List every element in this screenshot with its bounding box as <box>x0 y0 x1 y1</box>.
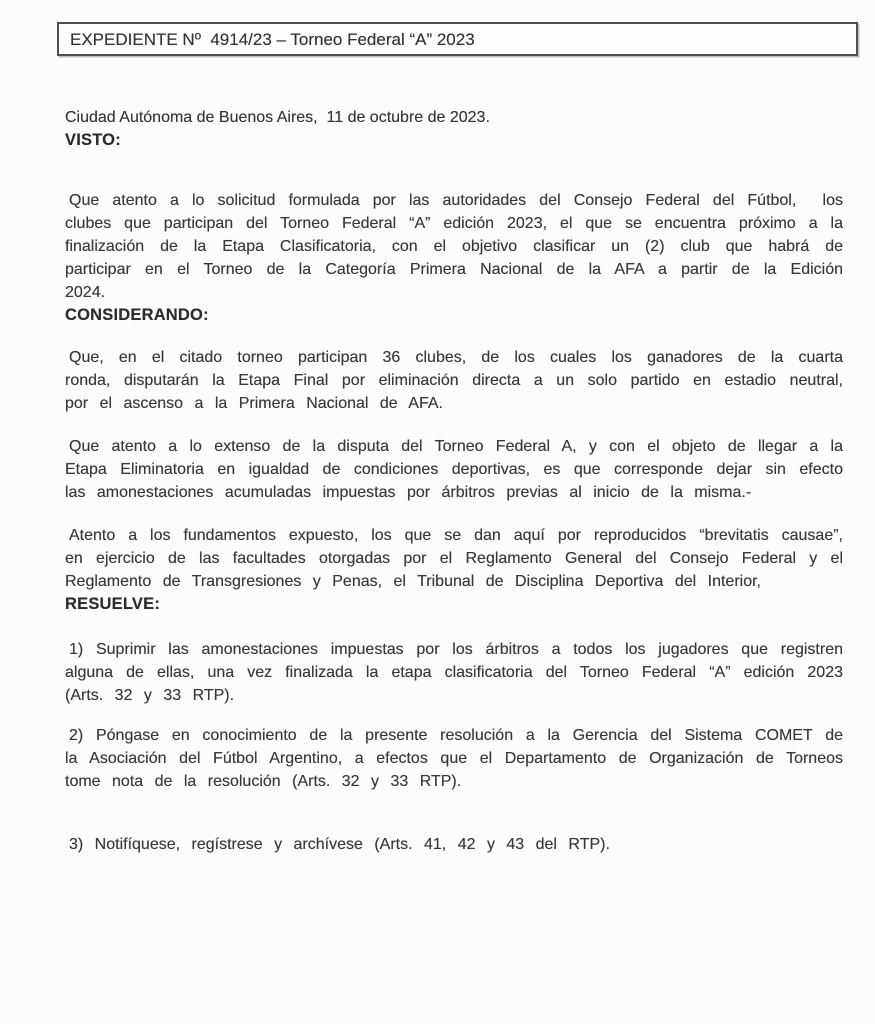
heading-resuelve: RESUELVE: <box>65 595 161 613</box>
expediente-number: EXPEDIENTE Nº 4914/23 – Torneo Federal “A” 2023 <box>70 29 475 49</box>
considerando-paragraph-2: Que atento a lo extenso de la disputa del Torneo Federal A, y con el objeto de llegar a la Etapa Eliminatoria en igualdad de condiciones deportivas, es que corresponde dejar sin efecto las amonestaciones acumuladas impuestas por árbitros previas al inicio de la misma.- <box>65 438 843 501</box>
resolution-item-1: 1) Suprimir las amonestaciones impuestas por los árbitros a todos los jugadores que registren alguna de ellas, una vez finalizada la etapa clasificatoria del Torneo Federal “A” edición 2023 (Arts. 32 y 33 RTP). <box>65 641 843 704</box>
heading-considerando: CONSIDERANDO: <box>65 306 209 324</box>
considerando-paragraph-3: Atento a los fundamentos expuesto, los que se dan aquí por reproducidos “brevitatis causae”, en ejercicio de las facultades otorgadas por el Reglamento General del Consejo Federal y el Reglamento de Transgresiones y Penas, el Tribunal de Disciplina Deportiva del Interior, <box>65 527 843 590</box>
considerando-paragraph-1: Que, en el citado torneo participan 36 clubes, de los cuales los ganadores de la cuarta ronda, disputarán la Etapa Final por eliminación directa a un solo partido en estadio neutral, por el ascenso a la Primera Nacional de AFA. <box>65 349 843 412</box>
expediente-header-box <box>57 22 858 56</box>
heading-visto: VISTO: <box>65 131 121 149</box>
dateline: Ciudad Autónoma de Buenos Aires, 11 de octubre de 2023. <box>65 109 490 126</box>
resolution-item-3: 3) Notifíquese, regístrese y archívese (Arts. 41, 42 y 43 del RTP). <box>69 836 610 853</box>
visto-paragraph: Que atento a lo solicitud formulada por las autoridades del Consejo Federal del Fútbol, los clubes que participan del Torneo Federal “A” edición 2023, el que se encuentra próximo a la finalización de la Etapa Clasificatoria, con el objetivo clasificar un (2) club que habrá de participar en el Torneo de la Categoría Primera Nacional de la AFA a partir de la Edición 2024. <box>65 192 843 301</box>
resolution-item-2: 2) Póngase en conocimiento de la presente resolución a la Gerencia del Sistema COMET de la Asociación del Fútbol Argentino, a efectos que el Departamento de Organización de Torneos tome nota de la resolución (Arts. 32 y 33 RTP). <box>65 727 843 790</box>
